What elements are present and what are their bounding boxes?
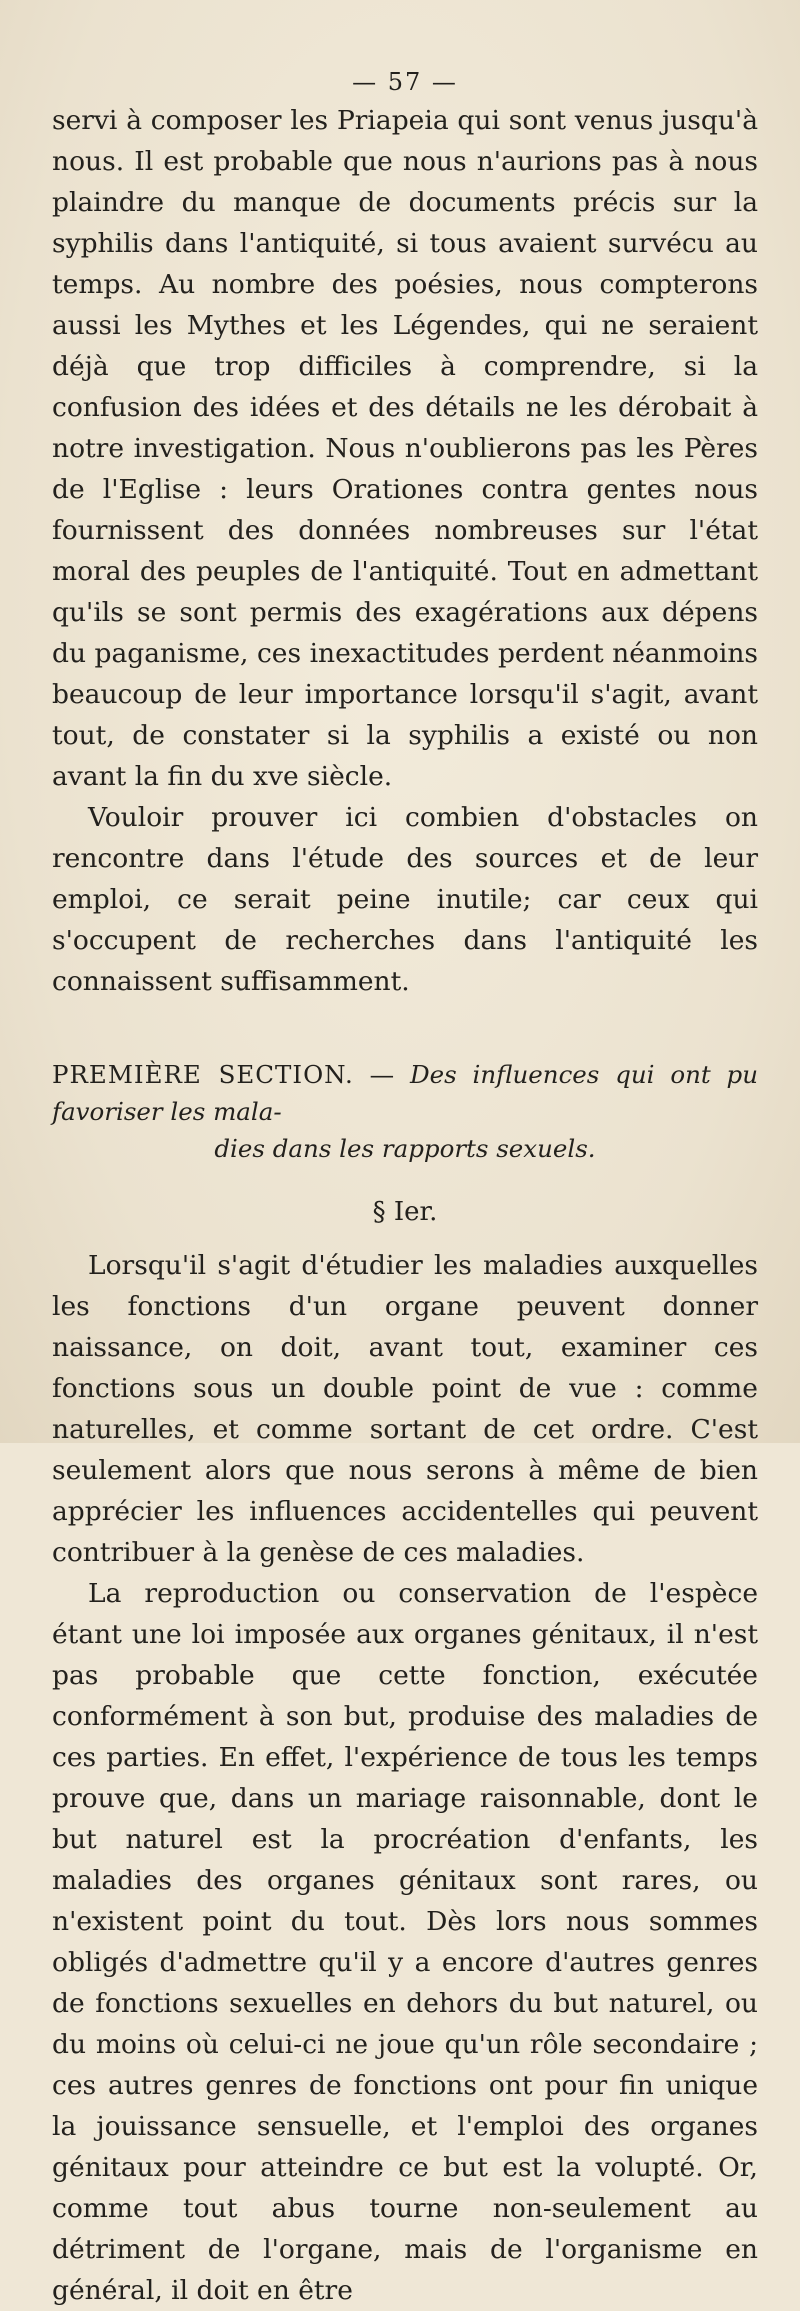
page-number: — 57 —	[352, 68, 458, 96]
section-title-part-1: Des influences qui ont pu favoriser les mala-	[52, 1060, 759, 1126]
intro-paragraph-2: Vouloir prouver ici combien d'obstacles on rencontre dans l'étude des sources et de leur emploi, ce serait peine inutile; car ceux qui s'occupent de recherches dans l'antiquité les connaissent suffisamment.	[52, 802, 758, 997]
body-paragraph-2: La reproduction ou conservation de l'espèce étant une loi imposée aux organes génitaux, il n'est pas probable que cette fonction, exécutée conformément à son but, produise des maladies de ces parties. En effet, l'expérience de tous les temps prouve que, dans un mariage raisonnable, dont le but naturel est la procréation d'enfants, les maladies des organes génitaux sont rares, ou n'existent point du tout. Dès lors nous sommes obligés d'admettre qu'il y a encore d'autres genres de fonctions sexuelles en dehors du but naturel, ou du moins où celui-ci ne joue qu'un rôle secondaire ; ces autres genres de fonctions ont pour fin unique la jouissance sensuelle, et l'emploi des organes génitaux pour atteindre ce but est la volupté. Or, comme tout abus tourne non-seulement au détriment de l'organe, mais de l'organisme en général, il doit en être	[52, 1578, 758, 2306]
section-heading	[52, 1056, 758, 1167]
body-paragraph-1: Lorsqu'il s'agit d'étudier les maladies auxquelles les fonctions d'un organe peuvent donner naissance, on doit, avant tout, examiner ces fonctions sous un double point de vue : comme naturelles, et comme sortant de cet ordre. C'est seulement alors que nous serons à même de bien apprécier les influences accidentelles qui peuvent contribuer à la genèse de ces maladies.	[52, 1250, 758, 1568]
section-label: PREMIÈRE SECTION.	[52, 1060, 354, 1089]
intro-paragraph-1: servi à composer les Priapeia qui sont venus jusqu'à nous. Il est probable que nous n'aurions pas à nous plaindre du manque de documents précis sur la syphilis dans l'antiquité, si tous avaient survécu au temps. Au nombre des poésies, nous compterons aussi les Mythes et les Légendes, qui ne seraient déjà que trop difficiles à comprendre, si la confusion des idées et des détails ne les dérobait à notre investigation. Nous n'oublierons pas les Pères de l'Eglise : leurs Orationes contra gentes nous fournissent des données nombreuses sur l'état moral des peuples de l'antiquité. Tout en admettant qu'ils se sont permis des exagérations aux dépens du paganisme, ces inexactitudes perdent néanmoins beaucoup de leur importance lorsqu'il s'agit, avant tout, de constater si la syphilis a existé ou non avant la fin du xve siècle.	[52, 105, 758, 792]
paragraph-mark: § Ier.	[372, 1197, 438, 1227]
section-dash: —	[353, 1060, 410, 1089]
section-title-part-2: dies dans les rapports sexuels.	[214, 1134, 596, 1163]
